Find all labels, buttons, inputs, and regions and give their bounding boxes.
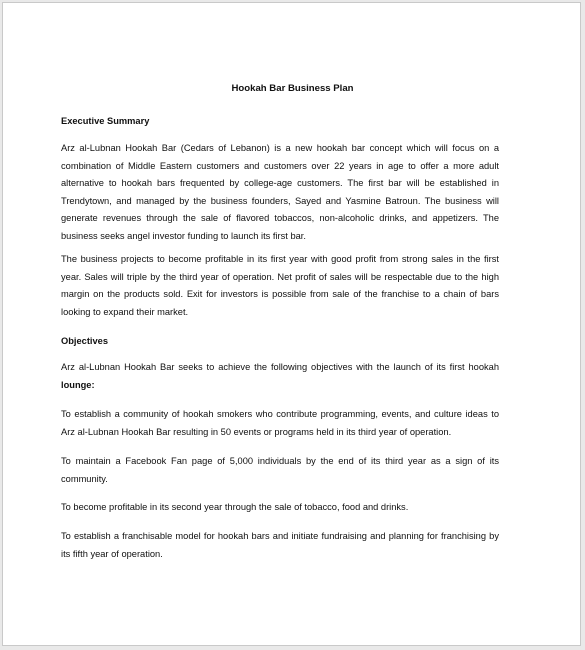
objectives-intro-bold: lounge: (61, 379, 95, 390)
objective-item-3: To become profitable in its second year through the sale of tobacco, food and drinks. (61, 502, 409, 512)
document-page (2, 2, 581, 646)
document-title: Hookah Bar Business Plan (231, 83, 354, 94)
objective-item-4: To establish a franchisable model for hookah bars and initiate fundraising and planning for franchising by its fifth year of operation. (61, 531, 499, 559)
executive-summary-paragraph-1: Arz al-Lubnan Hookah Bar (Cedars of Lebanon) is a new hookah bar concept which will focus on a combination of Middle Eastern customers and customers over 22 years in age to offer a more adult alternative to hookah bars frequented by college-age customers. The first bar will be established in Trendytown, and managed by the business founders, Sayed and Yasmine Batroun. The business will generate revenues through the sale of flavored tobaccos, non-alcoholic drinks, and appetizers. The business seeks angel investor funding to launch its first bar. (61, 143, 499, 241)
objectives-intro (61, 359, 499, 394)
section-heading-objectives: Objectives (61, 336, 109, 346)
section-heading-executive-summary: Executive Summary (61, 116, 150, 126)
executive-summary-paragraph-2: The business projects to become profitable in its first year with good profit from strong sales in the first year. Sales will triple by the third year of operation. Net profit of sales will be respectable due to the high margin on the products sold. Exit for investors is possible from sale of the franchise to a chain of bars looking to expand their market. (61, 254, 499, 317)
objective-item-1: To establish a community of hookah smokers who contribute programming, events, and culture ideas to Arz al-Lubnan Hookah Bar resulting in 50 events or programs held in its third year of operation. (61, 409, 499, 437)
objective-item-2: To maintain a Facebook Fan page of 5,000 individuals by the end of its third year as a sign of its community. (61, 456, 499, 484)
objectives-intro-text: Arz al-Lubnan Hookah Bar seeks to achieve the following objectives with the launch of its first hookah (61, 362, 499, 372)
